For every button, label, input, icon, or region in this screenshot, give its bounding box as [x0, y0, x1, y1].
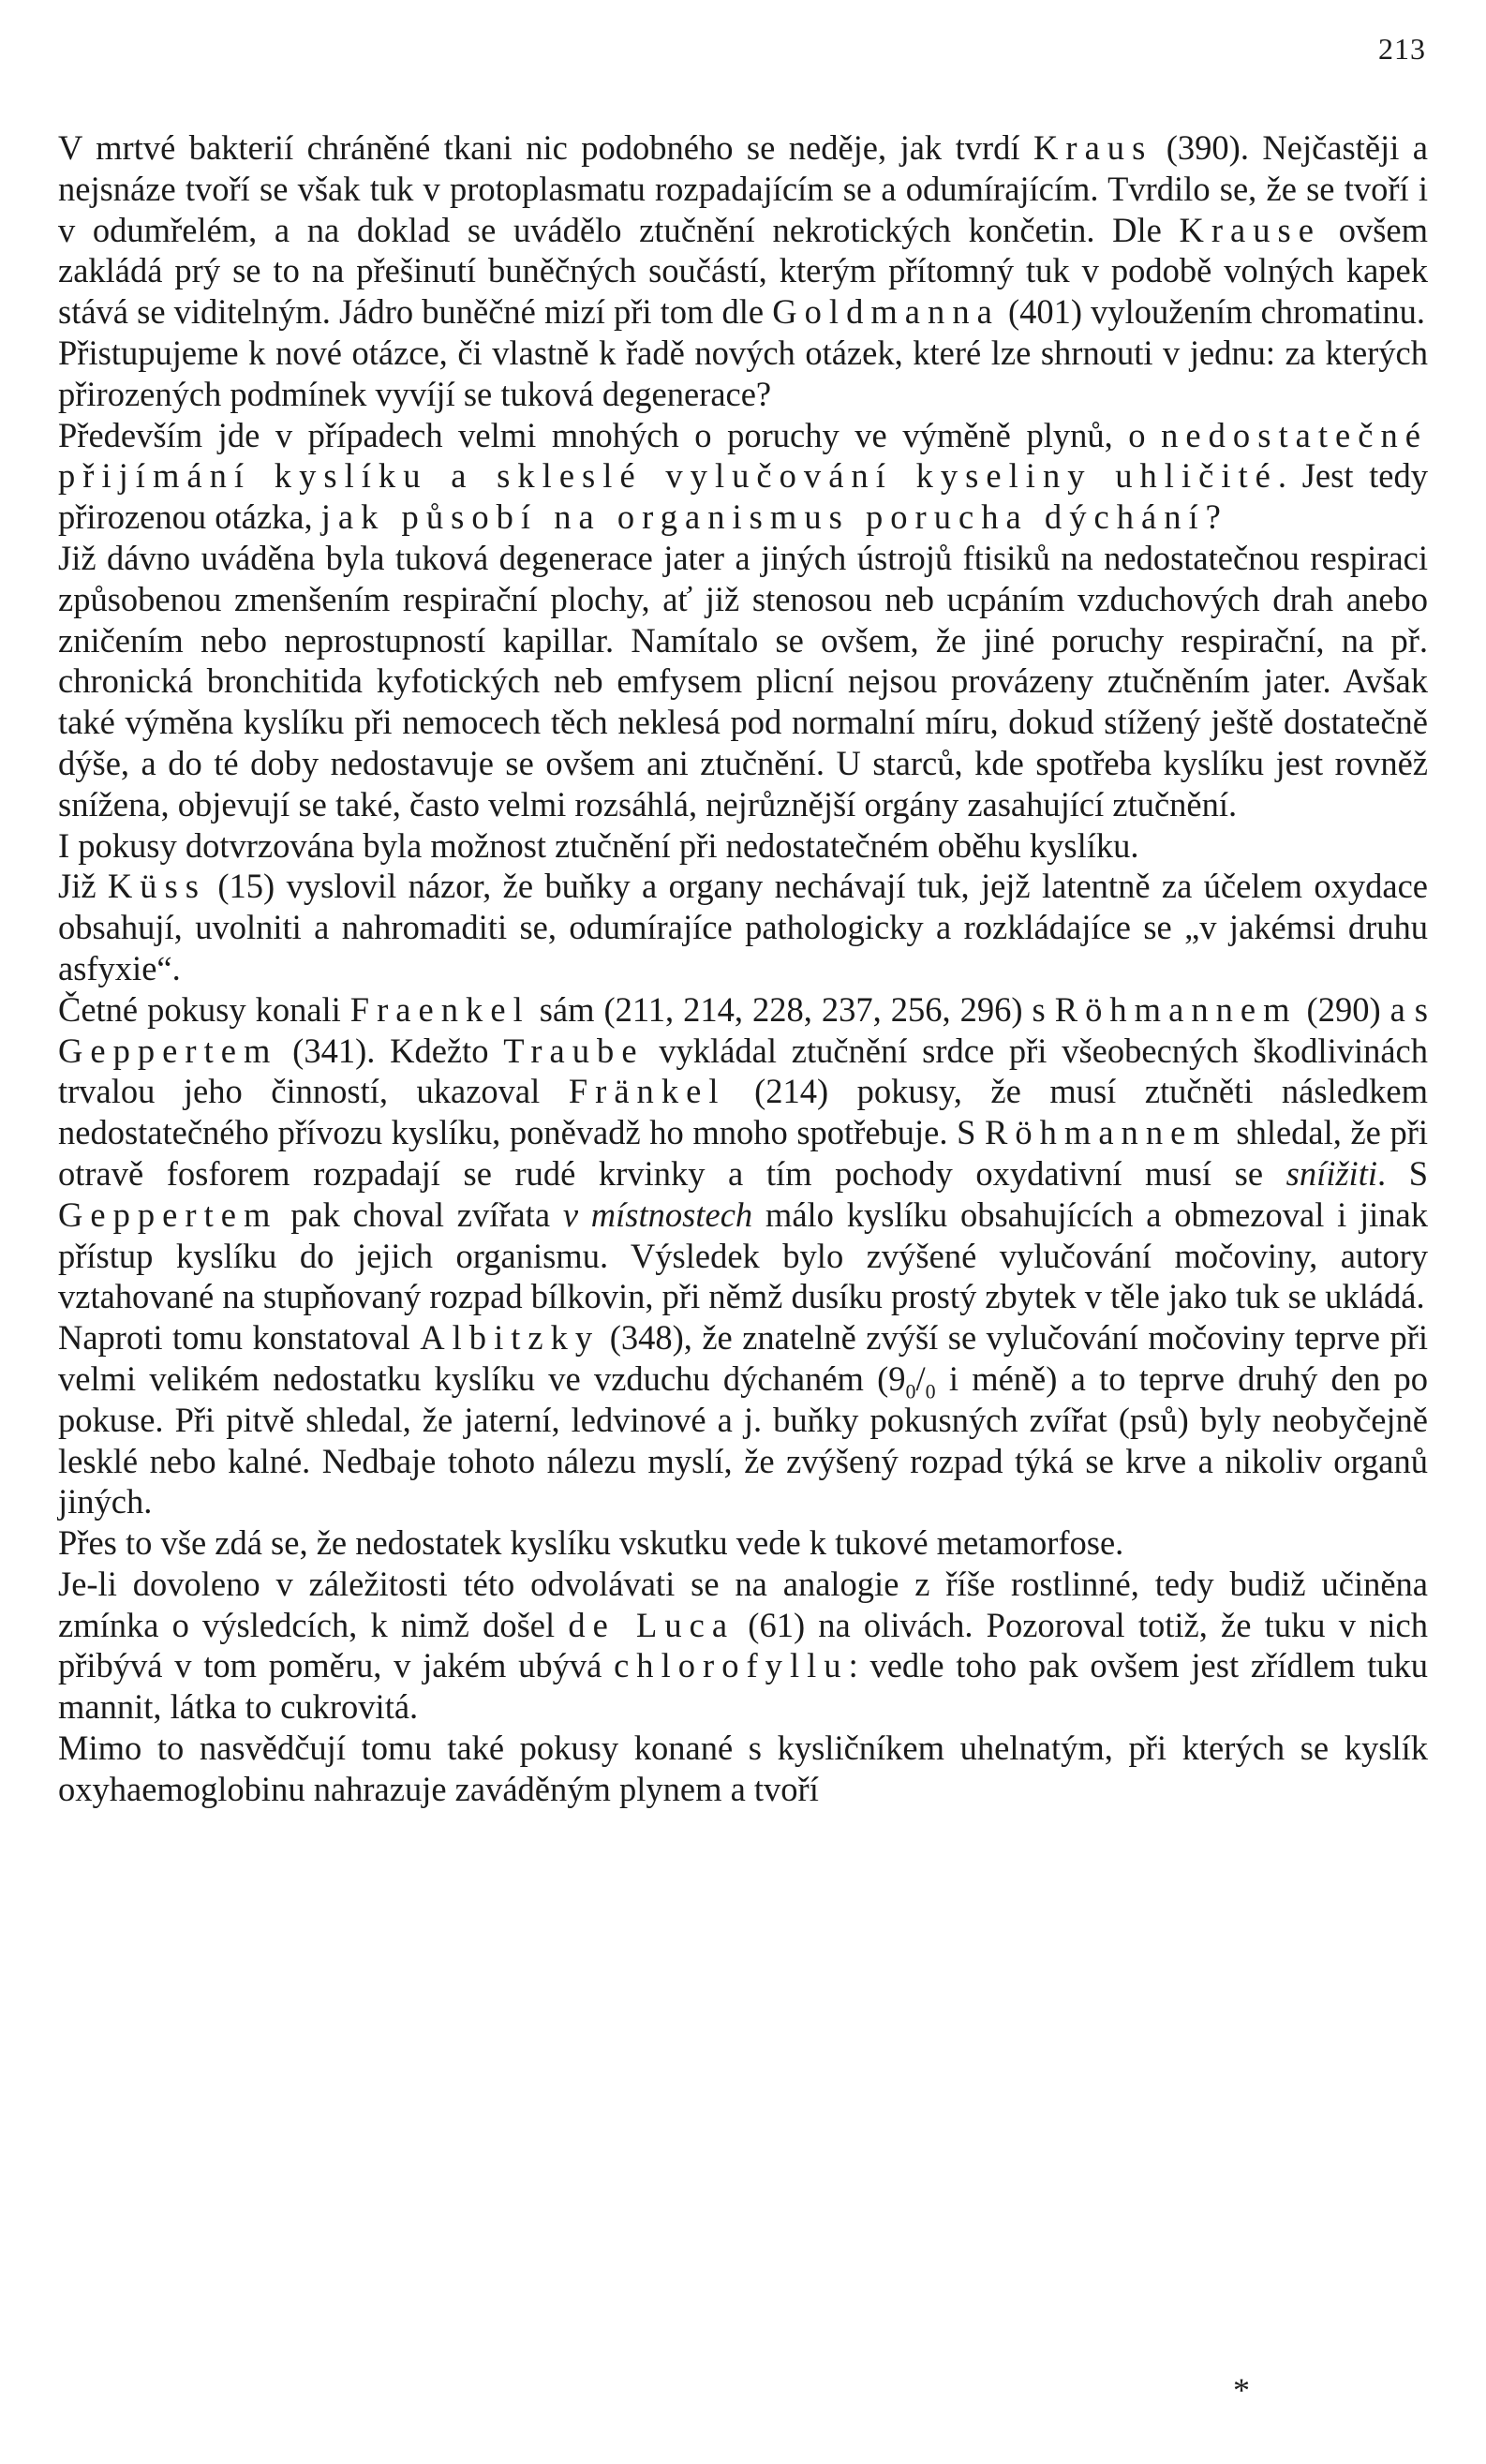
- paragraph: [58, 989, 1428, 1317]
- text-run: . S: [1376, 1153, 1428, 1193]
- paragraph: [58, 538, 1428, 825]
- text-run: 0: [905, 1379, 916, 1403]
- text-run: /: [915, 1358, 926, 1398]
- text-run: Je-li dovoleno v záležitosti této odvolávati se na analogie z říše rostlinné, tedy budiž učiněna zmínka o výsledcích, k nimž došel: [58, 1564, 1428, 1644]
- italic-text: v místnostech: [562, 1195, 753, 1234]
- text-run: (290) a s: [1297, 989, 1428, 1029]
- text-run: (401) vyloužením chromatinu.: [999, 292, 1425, 332]
- text-run: sám (211, 214, 228, 237, 256, 296) s: [529, 989, 1055, 1029]
- paragraph: [58, 1317, 1428, 1522]
- text-run: Četné pokusy konali: [58, 989, 350, 1029]
- spaced-emphasis: Röhmannem: [984, 1113, 1227, 1152]
- text-run: ovšem zakládá prý se to na přešinutí buněčných součástí, kterým přítomný tuk v podobě volných kapek stává se viditelným. Jádro buněčné mizí při tom dle: [58, 210, 1428, 332]
- italic-text: sníižiti: [1285, 1153, 1377, 1193]
- text-run: ?: [1205, 497, 1221, 537]
- text-run: (348), že znatelně zvýší se vylučování močoviny teprve při velmi velikém nedostatku kyslíku ve vzduchu dýchaném (9: [58, 1318, 1428, 1398]
- paragraph: [58, 825, 1428, 867]
- spaced-emphasis: Krause: [1179, 210, 1322, 249]
- text-run: (390). Nejčastěji a nejsnáze tvoří se však tuk v protoplasmatu rozpadajícím se a odumírajícím. Tvrdilo se, že se tvoří i v odumřelém, a na doklad se uvádělo ztučnění nekrotických končetin. Dle: [58, 128, 1428, 249]
- spaced-emphasis: Küss: [107, 867, 207, 906]
- text-run: Přistupujeme k nové otázce, či vlastně k řadě nových otázek, které lze shrnouti v jednu: za kterých přirozených podmínek vyvíjí se tuková degenerace?: [58, 333, 1428, 413]
- text-run: Již: [58, 867, 108, 906]
- spaced-emphasis: nedostatečné přijímání kyslíku a skleslé vylučování kyseliny uhličité: [58, 415, 1428, 496]
- text-run: . Jest tedy přirozenou otázka,: [58, 456, 1428, 537]
- text-run: (15) vyslovil názor, že buňky a organy nechávají tuk, jejž latentně za účelem oxydace obsahují, uvolniti a nahromaditi se, odumírajíce pathologicky a rozkládajíce se „v jakémsi druhu asfyxie“.: [58, 867, 1428, 987]
- paragraph: [58, 127, 1428, 333]
- text-run: V mrtvé bakterií chráněné tkani nic podobného se neděje, jak tvrdí: [58, 128, 1033, 167]
- spaced-emphasis: Albitzky: [420, 1318, 601, 1358]
- text-run: (61) na olivách. Pozoroval totiž, že tuku v nich přibývá v tom poměru, v jakém ubývá: [58, 1605, 1428, 1685]
- text-run: Mimo to nasvědčují tomu také pokusy konané s kysličníkem uhelnatým, při kterých se kyslík oxyhaemoglobinu nahrazuje zaváděným plynem a tvoří: [58, 1729, 1428, 1808]
- spaced-emphasis: Goldmanna: [772, 292, 1000, 332]
- text-run: Přes to vše zdá se, že nedostatek kyslíku vskutku vede k tukové metamorfose.: [58, 1523, 1124, 1563]
- text-run: Již dávno uváděna byla tuková degenerace jater a jiných ústrojů ftisiků na nedostatečnou respiraci způsobenou zmenšením respirační plochy, ať již stenosou neb ucpáním vzduchových drah anebo zničením nebo neprostupností kapillar. Namítalo se ovšem, že jiné poruchy respirační, na př. chronická bronchitida kyfotických neb emfysem plicní nejsou provázeny ztučněním jater. Avšak také výměna kyslíku při nemocech těch neklesá pod normalní míru, dokud stížený ještě dostatečně dýše, a do té doby nedostavuje se ovšem ani ztučnění. U starců, kde spotřeba kyslíku jest rovněž snížena, objevují se také, často velmi rozsáhlá, nejrůznější orgány zasahující ztučnění.: [58, 538, 1428, 824]
- spaced-emphasis: Geppertem: [58, 1031, 278, 1070]
- spaced-emphasis: jak působí na organismus porucha dýchání: [320, 497, 1206, 537]
- text-run: : vedle toho pak ovšem jest zřídlem tuku mannit, látka to cukrovitá.: [58, 1646, 1428, 1727]
- spaced-emphasis: de Luca: [568, 1605, 736, 1644]
- text-run: shledal, že při otravě fosforem rozpadají se rudé krvinky a tím pochody oxydativní musí se: [58, 1113, 1428, 1193]
- body-text: [58, 127, 1428, 1810]
- text-run: I pokusy dotvrzována byla možnost ztučnění při nedostatečném oběhu kyslíku.: [58, 825, 1139, 865]
- spaced-emphasis: Traube: [503, 1031, 645, 1070]
- paragraph: [58, 415, 1428, 538]
- text-run: málo kyslíku obsahujících a obmezoval i jinak přístup kyslíku do jejich organismu. Výsledek bylo zvýšené vylučování močoviny, autory vztahované na stupňovaný rozpad bílkovin, při němž dusíku prostý zbytek v těle jako tuk se ukládá.: [58, 1195, 1429, 1316]
- paragraph: [58, 1564, 1428, 1728]
- text-run: Naproti tomu konstatoval: [58, 1318, 421, 1358]
- footer-asterisk: *: [1233, 2371, 1250, 2409]
- page-number: 213: [1378, 32, 1426, 66]
- spaced-emphasis: Röhmannem: [1054, 989, 1298, 1029]
- text-run: vykládal ztučnění srdce při všeobecných škodlivinách trvalou jeho činností, ukazoval: [58, 1031, 1429, 1111]
- text-run: pak choval zvířata: [277, 1195, 563, 1234]
- text-run: Především jde v případech velmi mnohých o poruchy ve výměně plynů, o: [58, 415, 1162, 454]
- spaced-emphasis: Kraus: [1033, 128, 1153, 167]
- paragraph: [58, 1728, 1428, 1810]
- spaced-emphasis: Fränkel: [568, 1072, 726, 1111]
- spaced-emphasis: Fraenkel: [349, 989, 530, 1029]
- paragraph: [58, 333, 1428, 415]
- spaced-emphasis: Geppertem: [58, 1195, 278, 1234]
- text-run: (341). Kdežto: [277, 1031, 504, 1070]
- text-run: (214) pokusy, že musí ztučněti následkem nedostatečného přívozu kyslíku, poněvadž ho mnoho spotřebuje. S: [58, 1072, 1428, 1152]
- text-run: 0: [925, 1379, 936, 1403]
- text-run: i méně) a to teprve druhý den po pokuse. Při pitvě shledal, že jaterní, ledvinové a j. buňky pokusných zvířat (psů) byly neobyčejně lesklé nebo kalné. Nedbaje tohoto nálezu myslí, že zvýšený rozpad týká se krve a nikoliv organů jiných.: [58, 1358, 1428, 1521]
- paragraph: [58, 1522, 1428, 1564]
- paragraph: [58, 866, 1428, 988]
- spaced-emphasis: chlorofyllu: [614, 1646, 849, 1685]
